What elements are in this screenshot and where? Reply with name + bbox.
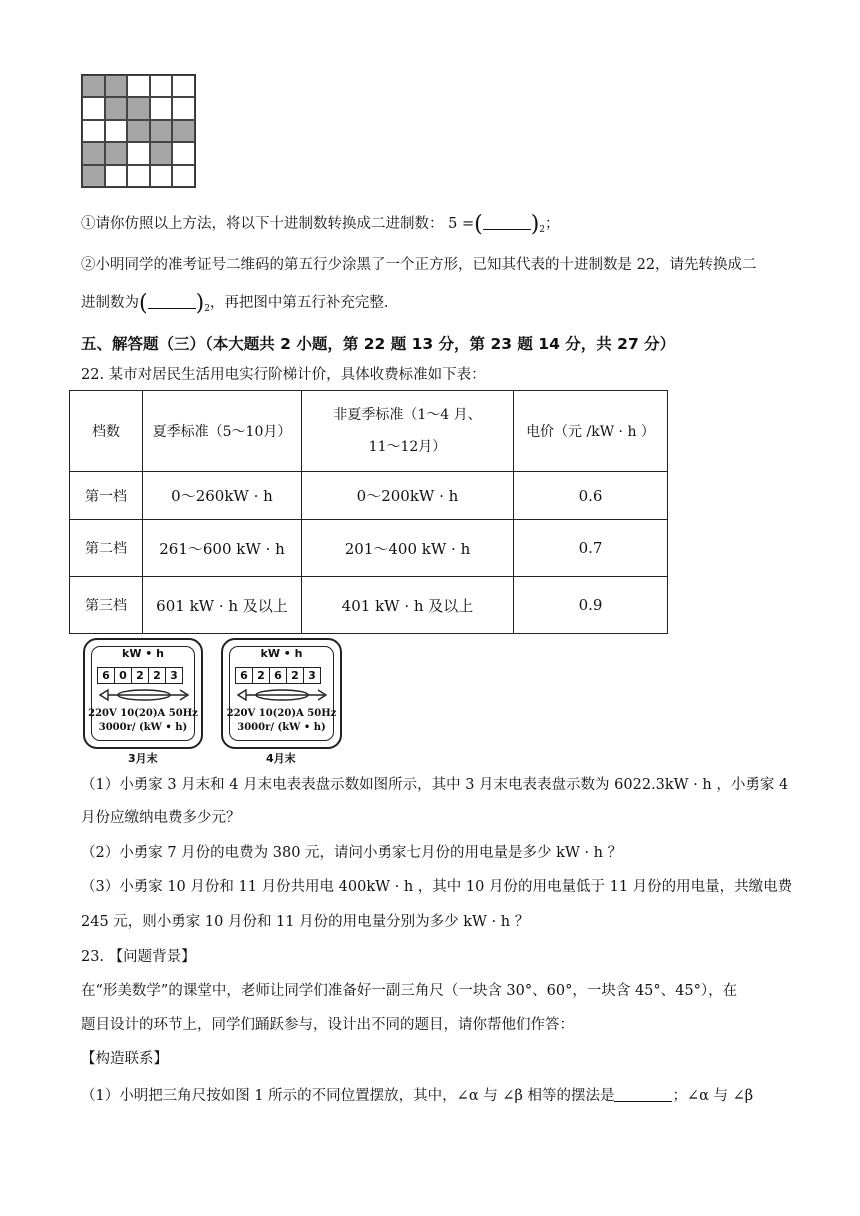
table-cell: 0.7 bbox=[514, 520, 668, 577]
grid-cell bbox=[127, 120, 150, 142]
grid-cell bbox=[172, 142, 195, 164]
grid-cell bbox=[105, 142, 128, 164]
q22-part3-line1: （3）小勇家 10 月份和 11 月份共用电 400kW · h ，其中 10 月份的用电量低于 11 月份的用电量，共缴电费 bbox=[81, 879, 793, 895]
table-cell: 201～400 kW · h bbox=[302, 520, 514, 577]
table-cell: 0～200kW · h bbox=[302, 472, 514, 520]
grid-cell bbox=[150, 97, 173, 119]
grid-cell bbox=[172, 97, 195, 119]
table-cell: 第三档 bbox=[70, 577, 143, 634]
grid-cell bbox=[127, 142, 150, 164]
q23-part1 bbox=[81, 1086, 753, 1106]
meter-digits bbox=[97, 667, 183, 684]
binary-grid-figure bbox=[81, 74, 196, 188]
q22-part2: （2）小勇家 7 月份的电费为 380 元，请问小勇家七月份的用电量是多少 kW · h ？ bbox=[81, 845, 623, 861]
meter-digit: 6 bbox=[270, 668, 287, 683]
q23-subhead: 【构造联系】 bbox=[81, 1051, 168, 1067]
grid-cell bbox=[82, 120, 105, 142]
meter-digit: 2 bbox=[287, 668, 304, 683]
table-header-line: 非夏季标准（1～4 月、 bbox=[333, 407, 482, 423]
grid-cell bbox=[82, 97, 105, 119]
table-row bbox=[70, 520, 668, 577]
meter-spec: 3000r/ (kW • h) bbox=[237, 722, 326, 733]
answer-blank bbox=[483, 214, 531, 230]
answer-blank bbox=[148, 293, 196, 309]
q21-part1 bbox=[81, 214, 560, 240]
q21-part1-tail: ； bbox=[545, 216, 560, 232]
q22-part3-line2: 245 元，则小勇家 10 月份和 11 月份的用电量分别为多少 kW · h ？ bbox=[81, 914, 530, 930]
grid-cell bbox=[172, 75, 195, 97]
open-paren: ( bbox=[474, 212, 483, 237]
meter-unit: kW • h bbox=[260, 647, 303, 660]
table-header-cell: 夏季标准（5～10月） bbox=[143, 391, 302, 472]
grid-cell bbox=[82, 165, 105, 187]
q21-part2-tail: ，再把图中第五行补充完整. bbox=[209, 295, 389, 311]
grid-cell bbox=[105, 97, 128, 119]
grid-cell bbox=[105, 120, 128, 142]
close-paren: ) bbox=[195, 291, 205, 316]
q21-part2-line1: ②小明同学的准考证号二维码的第五行少涂黑了一个正方形，已知其代表的十进制数是 22，请先转换成二 bbox=[81, 257, 757, 273]
table-cell: 0.6 bbox=[514, 472, 668, 520]
price-table bbox=[69, 390, 668, 634]
table-row bbox=[70, 472, 668, 520]
q22-intro: 22. 某市对居民生活用电实行阶梯计价，具体收费标准如下表： bbox=[81, 367, 486, 383]
meter-digit: 2 bbox=[149, 668, 166, 683]
table-cell: 261～600 kW · h bbox=[143, 520, 302, 577]
meter-caption: 3月末 bbox=[128, 752, 158, 765]
meter-arrow-icon bbox=[236, 687, 330, 703]
section-title: 五、解答题（三）（本大题共 2 小题，第 22 题 13 分，第 23 题 14 分，共 27 分） bbox=[81, 335, 676, 353]
q21-part2-head: 进制数为 bbox=[81, 295, 139, 311]
table-header-cell bbox=[302, 391, 514, 472]
table-cell: 401 kW · h 及以上 bbox=[302, 577, 514, 634]
grid-cell bbox=[172, 165, 195, 187]
table-header-row bbox=[70, 391, 668, 472]
meter-digit: 0 bbox=[115, 668, 132, 683]
meter-unit: kW • h bbox=[122, 647, 164, 660]
meter-digit: 3 bbox=[308, 669, 316, 682]
meter-digit: 2 bbox=[132, 668, 149, 683]
q21-part1-text: ①请你仿照以上方法，将以下十进制数转换成二进制数： bbox=[81, 216, 444, 232]
meter-digit: 6 bbox=[236, 668, 253, 683]
answer-blank bbox=[614, 1086, 672, 1102]
table-cell: 0～260kW · h bbox=[143, 472, 302, 520]
meter-caption: 4月末 bbox=[266, 752, 296, 765]
table-header-cell: 档数 bbox=[70, 391, 143, 472]
grid-cell bbox=[82, 75, 105, 97]
grid-cell bbox=[150, 120, 173, 142]
table-cell: 第一档 bbox=[70, 472, 143, 520]
table-cell: 第二档 bbox=[70, 520, 143, 577]
q21-part1-expr: 5 = bbox=[448, 216, 475, 232]
q23-line1: 在“形美数学”的课堂中，老师让同学们准备好一副三角尺（一块含 30°、60°，一块含 45°、45°），在 bbox=[81, 983, 738, 999]
electric-meter-march bbox=[83, 638, 203, 749]
grid-cell bbox=[150, 165, 173, 187]
q23-part1-text: （1）小明把三角尺按如图 1 所示的不同位置摆放，其中，∠α 与 ∠β 相等的摆法是 bbox=[81, 1088, 615, 1104]
q22-part1-line1: （1）小勇家 3 月末和 4 月末电表表盘示数如图所示，其中 3 月末电表表盘示数为 6022.3kW · h ，小勇家 4 bbox=[81, 777, 789, 793]
grid-cell bbox=[127, 165, 150, 187]
table-cell: 601 kW · h 及以上 bbox=[143, 577, 302, 634]
meter-spec: 3000r/ (kW • h) bbox=[98, 722, 188, 733]
open-paren: ( bbox=[139, 291, 148, 316]
meter-digit: 2 bbox=[253, 668, 270, 683]
q21-part2-line2 bbox=[81, 293, 389, 319]
grid-cell bbox=[105, 75, 128, 97]
grid-cell bbox=[127, 75, 150, 97]
q22-part1-line2: 月份应缴纳电费多少元？ bbox=[81, 810, 241, 826]
grid-cell bbox=[82, 142, 105, 164]
grid-cell bbox=[127, 97, 150, 119]
q23-head: 23. 【问题背景】 bbox=[81, 949, 196, 965]
meter-arrow-icon bbox=[98, 687, 192, 703]
q23-line2: 题目设计的环节上，同学们踊跃参与，设计出不同的题目，请你帮他们作答： bbox=[81, 1017, 574, 1033]
grid-cell bbox=[150, 75, 173, 97]
base-subscript: 2 bbox=[539, 225, 546, 235]
table-cell: 0.9 bbox=[514, 577, 668, 634]
table-header-cell: 电价（元 /kW · h ） bbox=[514, 391, 668, 472]
q23-part1-tail: ；∠α 与 ∠β bbox=[672, 1088, 754, 1104]
electric-meter-april bbox=[221, 638, 342, 749]
meter-spec: 220V 10(20)A 50Hz bbox=[88, 708, 198, 719]
grid-cell bbox=[172, 120, 195, 142]
meter-digit: 3 bbox=[170, 669, 178, 682]
grid-cell bbox=[105, 165, 128, 187]
table-row bbox=[70, 577, 668, 634]
meter-digit: 6 bbox=[98, 668, 115, 683]
meter-digits bbox=[235, 667, 321, 684]
base-subscript: 2 bbox=[204, 304, 210, 314]
grid-cell bbox=[150, 142, 173, 164]
close-paren: ) bbox=[530, 212, 540, 237]
meter-spec: 220V 10(20)A 50Hz bbox=[226, 708, 337, 719]
table-header-line: 11～12月） bbox=[368, 439, 447, 455]
